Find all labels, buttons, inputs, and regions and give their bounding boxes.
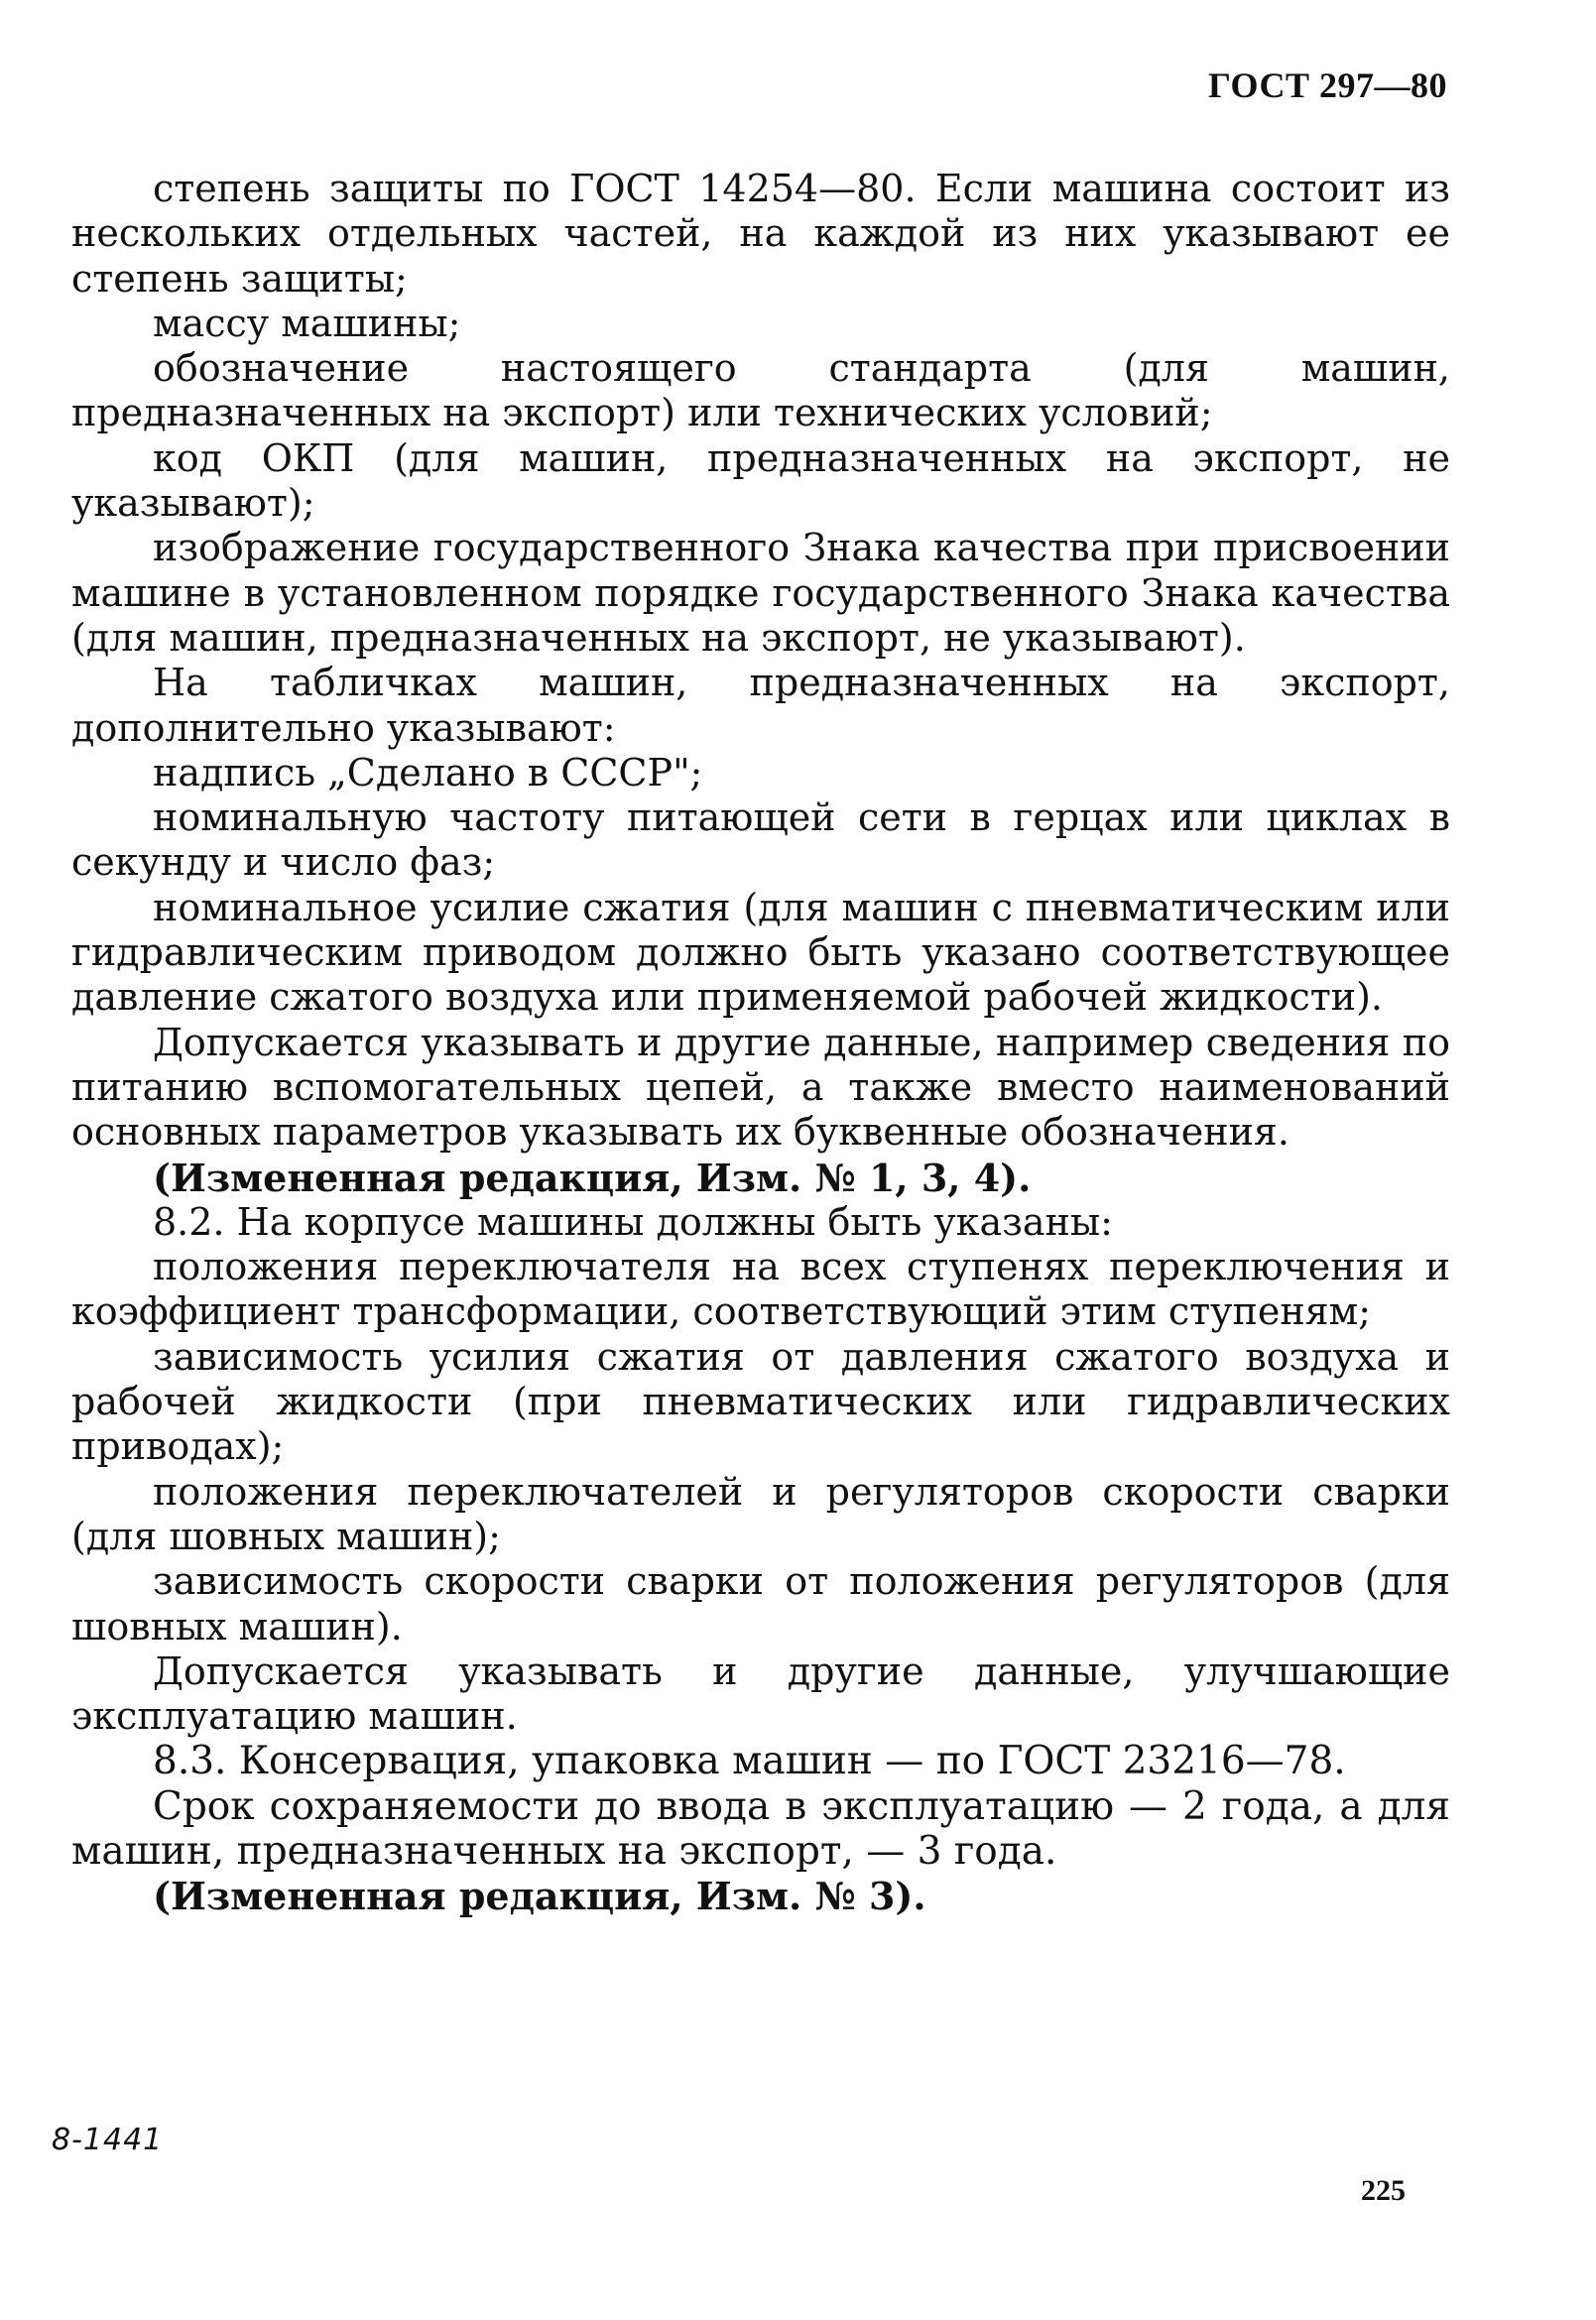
- paragraph-speed-dependence: зависимость скорости сварки от положения регуляторов (для шовных машин).: [71, 1559, 1450, 1648]
- paragraph-storage-period: Срок сохраняемости до ввода в эксплуатацию — 2 года, а для машин, предназначенных на экспорт, — 3 года.: [71, 1783, 1450, 1874]
- paragraph-machine-mass: массу машины;: [153, 301, 461, 345]
- paragraph-force-dependence: зависимость усилия сжатия от давления сжатого воздуха и рабочей жидкости (при пневматических или гидравлических приводах);: [71, 1334, 1450, 1469]
- paragraph-other-data: Допускается указывать и другие данные, например сведения по питанию вспомогательных цепей, а также вместо наименований основных параметров указывать их буквенные обозначения.: [71, 1020, 1450, 1155]
- paragraph-revision-note-1: (Измененная редакция, Изм. № 1, 3, 4).: [153, 1155, 1032, 1200]
- paragraph-compression-force: номинальное усилие сжатия (для машин с пневматическим или гидравлическим приводом должно быть указано соответствующее давление сжатого воздуха или применяемой рабочей жидкости).: [71, 885, 1450, 1020]
- document-body: [71, 167, 1450, 1919]
- paragraph-standard-designation: обозначение настоящего стандарта (для машин, предназначенных на экспорт) или технических условий;: [71, 346, 1450, 435]
- paragraph-frequency: номинальную частоту питающей сети в герцах или циклах в секунду и число фаз;: [71, 795, 1450, 885]
- paragraph-protection-degree: степень защиты по ГОСТ 14254—80. Если машина состоит из нескольких отдельных частей, на каждой из них указывают ее степень защиты;: [71, 167, 1450, 301]
- paragraph-revision-note-2: (Измененная редакция, Изм. № 3).: [153, 1874, 926, 1919]
- paragraph-other-data-2: Допускается указывать и другие данные, улучшающие эксплуатацию машин.: [71, 1648, 1450, 1739]
- paragraph-export-plates: На табличках машин, предназначенных на экспорт, дополнительно указывают:: [71, 661, 1450, 750]
- paragraph-okp-code: код ОКП (для машин, предназначенных на экспорт, не указывают);: [71, 435, 1450, 526]
- paragraph-section-8-2: 8.2. На корпусе машины должны быть указаны:: [153, 1199, 1113, 1244]
- paragraph-switch-positions: положения переключателя на всех ступенях переключения и коэффициент трансформации, соответствующий этим ступеням;: [71, 1245, 1450, 1334]
- page-number: 225: [1361, 2174, 1406, 2207]
- paragraph-regulator-positions: положения переключателей и регуляторов скорости сварки (для шовных машин);: [71, 1469, 1450, 1558]
- paragraph-section-8-3: 8.3. Консервация, упаковка машин — по ГОСТ 23216—78.: [153, 1739, 1346, 1784]
- page-header: ГОСТ 297—80: [1208, 65, 1447, 105]
- print-code: 8-1441: [52, 2123, 164, 2157]
- paragraph-quality-mark: изображение государственного Знака качества при присвоении машине в установленном порядке государственного Знака качества (для машин, предназначенных на экспорт, не указывают).: [71, 526, 1450, 660]
- paragraph-made-in-ussr: надпись „Сделано в СССР";: [153, 750, 703, 794]
